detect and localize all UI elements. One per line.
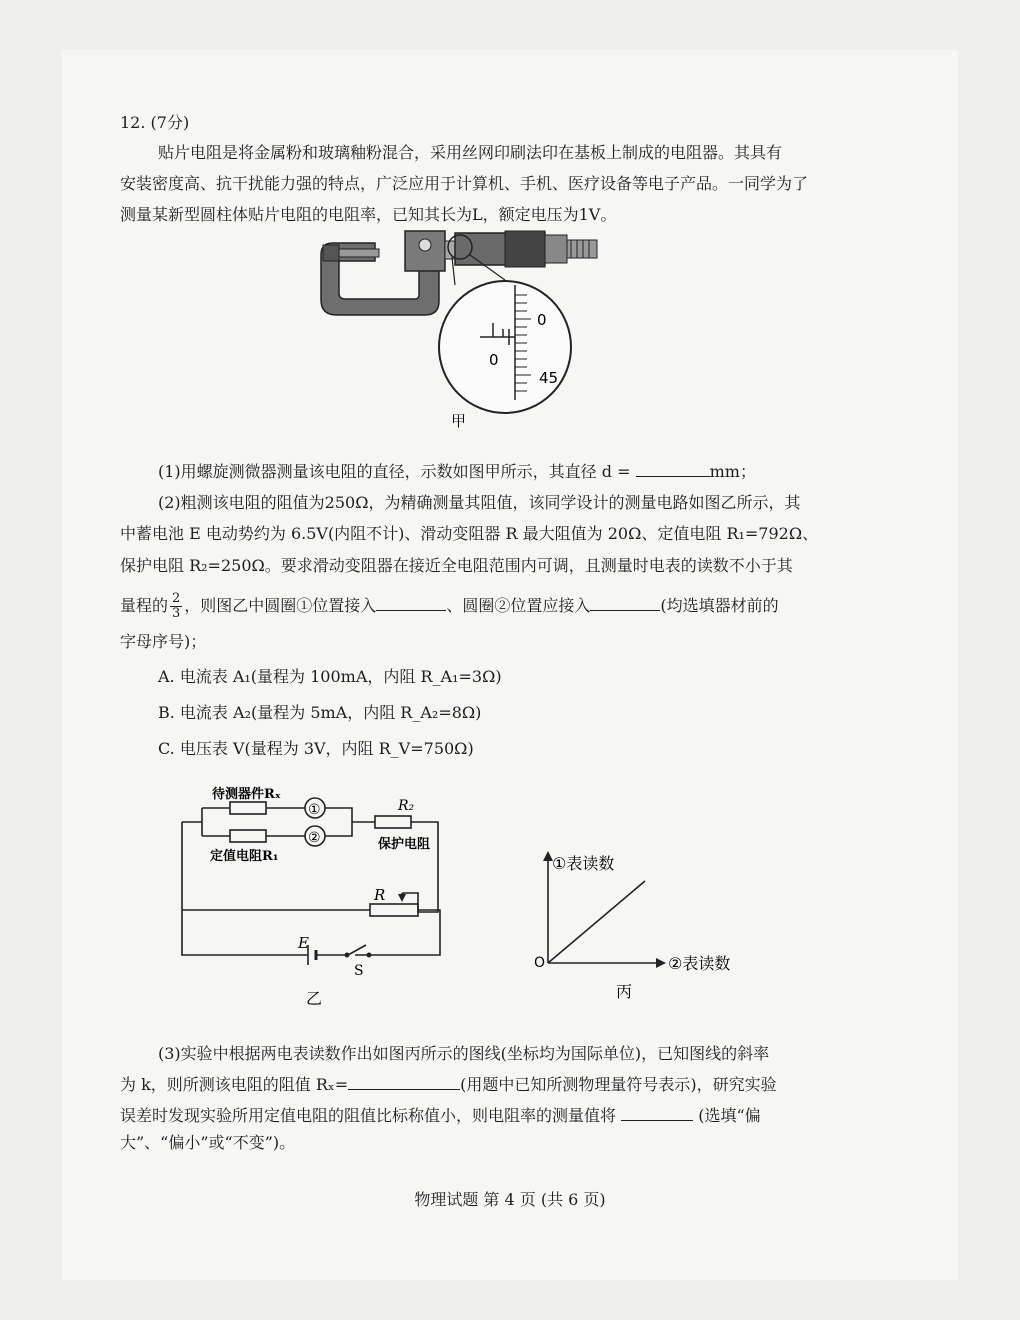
r1-label: 定值电阻R₁ [210,849,279,864]
part2-line-3: 保护电阻 R₂=250Ω。要求滑动变阻器在接近全电阻范围内可调，且测量时电表的读数不小于其 [120,556,793,575]
origin-label: O [534,955,546,971]
scale-label-main-0: 0 [489,351,499,369]
intro-line-1: 贴片电阻是将金属粉和玻璃釉粉混合，采用丝网印刷法印在基板上制成的电阻器。其具有 [158,143,783,162]
figure-bing-caption: 丙 [616,982,633,1001]
part2-text-b: ，则图乙中圆圈①位置接入 [184,596,377,615]
fraction-numerator: 2 [172,591,181,606]
option-b: B. 电流表 A₂(量程为 5mA，内阻 R_A₂=8Ω) [158,703,482,722]
rx-label: 待测器件Rₓ [212,787,281,802]
part2-text-c: 、圆圈②位置应接入 [446,596,591,615]
question-number: 12. (7分) [120,113,190,132]
circuit-figure [170,780,470,1012]
part3-text-c: 误差时发现实验所用定值电阻的阻值比标称值小，则电阻率的测量值将 [120,1106,617,1125]
answer-blank-circle2[interactable] [590,594,660,611]
page-footer: 物理试题 第 4 页 (共 6 页) [414,1190,606,1209]
battery-symbol: E [298,934,309,952]
part2-line-5: 字母序号)； [120,632,207,651]
answer-blank-error[interactable] [621,1104,693,1121]
part2-text-d: (均选填器材前的 [660,596,779,615]
part2-line-1: (2)粗测该电阻的阻值为250Ω，为精确测量其阻值，该同学设计的测量电路如图乙所示，其 [158,493,801,512]
figure-jia-caption: 甲 [451,412,467,430]
part2-text-a: 量程的 [120,596,169,615]
part3-line-3 [120,1104,761,1127]
answer-blank-rx[interactable] [348,1073,460,1090]
scale-label-45: 45 [539,369,559,387]
scale-label-0: 0 [537,311,547,329]
part1-text: (1)用螺旋测微器测量该电阻的直径，示数如图甲所示，其直径 d = [158,462,631,481]
answer-blank-diameter[interactable] [636,460,710,477]
answer-blank-circle1[interactable] [376,594,446,611]
r2-label: 保护电阻 [378,837,431,852]
option-a: A. 电流表 A₁(量程为 100mA，内阻 R_A₁=3Ω) [158,667,502,686]
part1-line [158,460,756,483]
circle-2: ② [308,830,321,846]
part3-text-b: (用题中已知所测物理量符号表示)，研究实验 [460,1075,777,1094]
fraction-two-thirds [170,592,182,621]
part2-line-4 [120,592,779,621]
micrometer-figure [315,225,615,430]
graph-figure [530,845,790,1005]
part3-text-d: (选填“偏 [698,1106,761,1125]
zoom-circle [439,281,571,413]
x-axis-arrow [656,958,666,968]
part1-unit: mm； [709,462,756,481]
switch-symbol: S [354,963,364,979]
rheostat-symbol: R [374,886,386,904]
r2-symbol: R₂ [398,798,415,814]
y-axis-label: ①表读数 [552,854,615,873]
circle-1: ① [308,802,321,818]
part3-line-2 [120,1073,777,1096]
x-axis-label: ②表读数 [668,954,731,973]
part2-line-2: 中蓄电池 E 电动势约为 6.5V(内阻不计)、滑动变阻器 R 最大阻值为 20Ω、定值电阻 R₁=792Ω、 [120,524,819,543]
intro-line-2: 安装密度高、抗干扰能力强的特点，广泛应用于计算机、手机、医疗设备等电子产品。一同学为了 [120,174,809,193]
option-c: C. 电压表 V(量程为 3V，内阻 R_V=750Ω) [158,739,474,758]
graph-line [548,881,645,963]
fraction-denominator: 3 [172,606,181,621]
part3-line-4: 大”、“偏小”或“不变”)。 [120,1133,296,1152]
intro-line-3: 测量某新型圆柱体贴片电阻的电阻率，已知其长为L，额定电压为1V。 [120,205,617,224]
figure-yi-caption: 乙 [306,989,323,1008]
part3-line-1: (3)实验中根据两电表读数作出如图丙所示的图线(坐标均为国际单位)，已知图线的斜率 [158,1044,770,1063]
part3-text-a: 为 k，则所测该电阻的阻值 Rₓ= [120,1075,349,1094]
